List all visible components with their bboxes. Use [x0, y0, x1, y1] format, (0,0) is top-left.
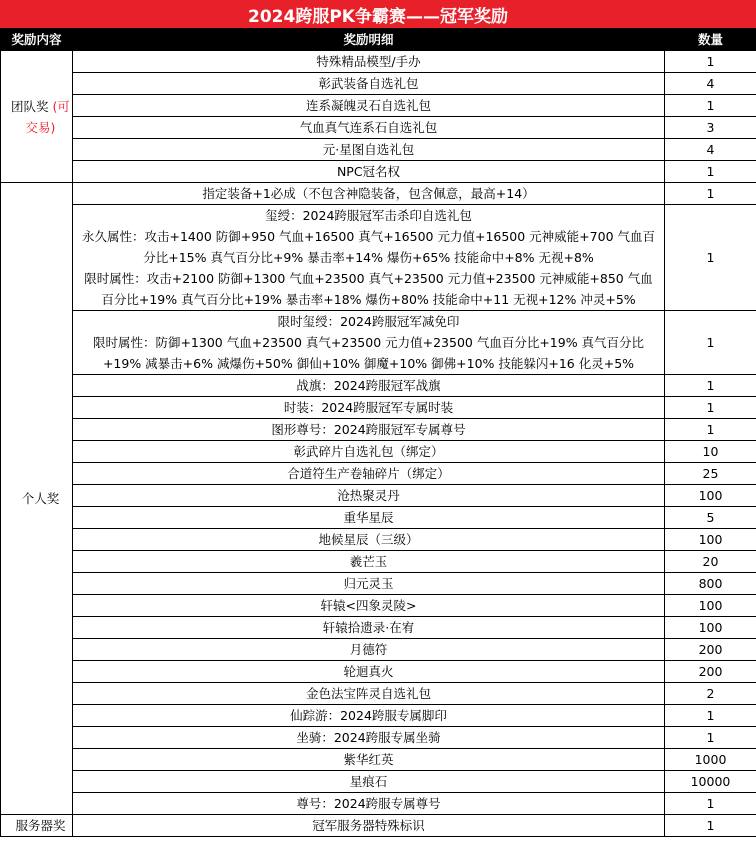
table-row	[1, 397, 756, 419]
detail-line: 玺绶：2024跨服冠军击杀印自选礼包	[265, 208, 472, 223]
table-row	[1, 311, 756, 375]
reward-detail: 战旗：2024跨服冠军战旗	[73, 375, 665, 397]
table-row	[1, 771, 756, 793]
reward-qty: 100	[665, 595, 756, 617]
reward-qty: 100	[665, 617, 756, 639]
reward-detail: 特殊精品模型/手办	[73, 51, 665, 73]
table-row	[1, 463, 756, 485]
reward-detail: 坐骑：2024跨服专属坐骑	[73, 727, 665, 749]
reward-detail: 紫华红英	[73, 749, 665, 771]
reward-detail: 彰武装备自选礼包	[73, 73, 665, 95]
header-quantity: 数量	[665, 29, 756, 51]
reward-detail-multiline	[73, 205, 665, 311]
table-row	[1, 705, 756, 727]
reward-detail: NPC冠名权	[73, 161, 665, 183]
reward-qty: 1	[665, 161, 756, 183]
table-row	[1, 683, 756, 705]
reward-qty: 1	[665, 815, 756, 837]
reward-qty: 1	[665, 727, 756, 749]
detail-line: 限时属性：攻击+2100 防御+1300 气血+23500 真气+23500 元力值+23500 元神威能+850 气血	[84, 271, 653, 286]
reward-detail: 合道符生产卷轴碎片（绑定）	[73, 463, 665, 485]
reward-detail: 指定装备+1必成（不包含神隐装备，包含佩意，最高+14）	[73, 183, 665, 205]
team-category-cell	[1, 51, 73, 183]
reward-table	[0, 28, 756, 837]
server-category-cell	[1, 815, 73, 837]
reward-detail: 轩辕拾遗录·在宥	[73, 617, 665, 639]
reward-detail: 重华星辰	[73, 507, 665, 529]
reward-detail: 气血真气连系石自选礼包	[73, 117, 665, 139]
table-row	[1, 551, 756, 573]
reward-detail: 彰武碎片自选礼包（绑定）	[73, 441, 665, 463]
reward-qty: 10	[665, 441, 756, 463]
table-row	[1, 139, 756, 161]
table-row	[1, 617, 756, 639]
table-row	[1, 727, 756, 749]
header-row	[1, 29, 756, 51]
reward-detail: 图形尊号：2024跨服冠军专属尊号	[73, 419, 665, 441]
table-row	[1, 375, 756, 397]
table-row	[1, 73, 756, 95]
table-row	[1, 117, 756, 139]
reward-detail: 仙踪游：2024跨服专属脚印	[73, 705, 665, 727]
reward-detail: 星痕石	[73, 771, 665, 793]
reward-qty: 1	[665, 311, 756, 375]
reward-qty: 1	[665, 705, 756, 727]
table-row	[1, 183, 756, 205]
detail-line: 百分比+19% 真气百分比+19% 暴击率+18% 爆伤+80% 技能命中+11 无视+12% 冲灵+5%	[101, 292, 636, 307]
reward-detail: 羲芒玉	[73, 551, 665, 573]
reward-detail: 轩辕<四象灵陵>	[73, 595, 665, 617]
reward-detail: 沧热聚灵丹	[73, 485, 665, 507]
table-row	[1, 815, 756, 837]
detail-line: 分比+15% 真气百分比+9% 暴击率+14% 爆伤+65% 技能命中+8% 无视+8%	[143, 250, 594, 265]
reward-qty: 1	[665, 793, 756, 815]
table-row	[1, 529, 756, 551]
detail-line: 永久属性：攻击+1400 防御+950 气血+16500 真气+16500 元力值+16500 元神威能+700 气血百	[81, 229, 655, 244]
header-category: 奖励内容	[1, 29, 73, 51]
table-row	[1, 793, 756, 815]
reward-qty: 1	[665, 375, 756, 397]
personal-category-cell	[1, 183, 73, 815]
reward-detail: 时装：2024跨服冠军专属时装	[73, 397, 665, 419]
reward-detail: 尊号：2024跨服专属尊号	[73, 793, 665, 815]
reward-qty: 5	[665, 507, 756, 529]
reward-qty: 1000	[665, 749, 756, 771]
reward-qty: 4	[665, 139, 756, 161]
reward-qty: 1	[665, 205, 756, 311]
reward-detail: 元·星图自选礼包	[73, 139, 665, 161]
table-row	[1, 485, 756, 507]
table-row	[1, 507, 756, 529]
reward-qty: 200	[665, 661, 756, 683]
reward-detail: 冠军服务器特殊标识	[73, 815, 665, 837]
table-row	[1, 419, 756, 441]
reward-qty: 100	[665, 529, 756, 551]
reward-qty: 4	[665, 73, 756, 95]
reward-qty: 20	[665, 551, 756, 573]
table-row	[1, 51, 756, 73]
reward-qty: 25	[665, 463, 756, 485]
reward-qty: 1	[665, 419, 756, 441]
team-label: 团队奖	[11, 98, 49, 114]
server-label: 服务器奖	[15, 818, 66, 833]
team-tradeable-note: (可交易)	[25, 98, 70, 135]
reward-qty: 1	[665, 95, 756, 117]
detail-line: 限时玺绶：2024跨服冠军减免印	[277, 314, 460, 329]
reward-qty: 200	[665, 639, 756, 661]
table-row	[1, 639, 756, 661]
reward-detail: 轮迴真火	[73, 661, 665, 683]
reward-qty: 3	[665, 117, 756, 139]
reward-qty: 10000	[665, 771, 756, 793]
table-row	[1, 95, 756, 117]
table-row	[1, 161, 756, 183]
page-title: 2024跨服PK争霸赛——冠军奖励	[0, 0, 756, 28]
reward-qty: 1	[665, 51, 756, 73]
table-row	[1, 441, 756, 463]
table-row	[1, 573, 756, 595]
table-row	[1, 595, 756, 617]
personal-label: 个人奖	[21, 491, 60, 506]
reward-qty: 800	[665, 573, 756, 595]
reward-detail-multiline	[73, 311, 665, 375]
detail-line: 限时属性：防御+1300 气血+23500 真气+23500 元力值+23500 气血百分比+19% 真气百分比	[92, 335, 645, 350]
table-row	[1, 205, 756, 311]
reward-qty: 2	[665, 683, 756, 705]
reward-qty: 1	[665, 183, 756, 205]
detail-line: +19% 减暴击+6% 减爆伤+50% 御仙+10% 御魔+10% 御佛+10% 技能躲闪+16 化灵+5%	[102, 356, 635, 371]
header-detail: 奖励明细	[73, 29, 665, 51]
reward-detail: 月德符	[73, 639, 665, 661]
table-row	[1, 661, 756, 683]
reward-detail: 金色法宝阵灵自选礼包	[73, 683, 665, 705]
reward-qty: 100	[665, 485, 756, 507]
reward-qty: 1	[665, 397, 756, 419]
reward-detail: 连系凝魄灵石自选礼包	[73, 95, 665, 117]
reward-detail: 归元灵玉	[73, 573, 665, 595]
table-row	[1, 749, 756, 771]
reward-detail: 地候星辰（三级）	[73, 529, 665, 551]
